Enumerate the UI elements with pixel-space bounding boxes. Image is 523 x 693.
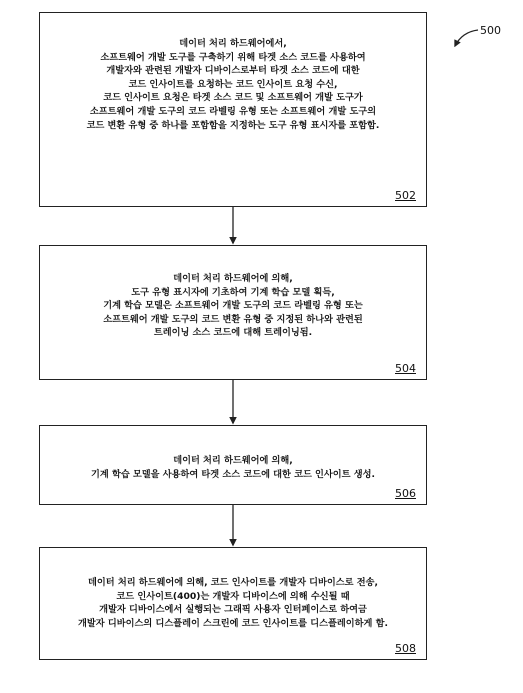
step-text-line: 데이터 처리 하드웨어에 의해, 코드 인사이트를 개발자 디바이스로 전송, bbox=[88, 577, 378, 588]
flow-step-box bbox=[39, 245, 427, 380]
step-text-line: 소프트웨어 개발 도구를 구축하기 위해 타겟 소스 코드를 사용하여 bbox=[100, 51, 366, 63]
step-text bbox=[46, 576, 420, 630]
step-text-line: 도구 유형 표시자에 기초하여 기계 학습 모델 획득, bbox=[131, 286, 335, 298]
step-text-line: 코드 인사이트(400)는 개발자 디바이스에 의해 수신될 때 bbox=[116, 590, 350, 602]
step-text-line: 코드 변환 유형 중 하나를 포함함을 지정하는 도구 유형 표시자를 포함함. bbox=[86, 119, 380, 131]
step-text bbox=[46, 37, 420, 132]
step-text-line: 개발자와 관련된 개발자 디바이스로부터 타겟 소스 코드에 대한 bbox=[106, 65, 360, 77]
flow-step-box bbox=[39, 547, 427, 660]
step-text bbox=[46, 272, 420, 340]
step-text-line: 소프트웨어 개발 도구의 코드 변환 유형 중 지정된 하나와 관련된 bbox=[103, 313, 363, 325]
figure-label: 500 bbox=[480, 24, 501, 37]
step-text-line: 소프트웨어 개발 도구의 코드 라벨링 유형 또는 소프트웨어 개발 도구의 bbox=[89, 105, 377, 117]
step-text-line: 데이터 처리 하드웨어에서, bbox=[179, 38, 287, 49]
step-text-line: 개발자 디바이스에서 실행되는 그래픽 사용자 인터페이스로 하여금 bbox=[99, 604, 367, 616]
step-text-line: 데이터 처리 하드웨어에 의해, bbox=[173, 273, 293, 284]
step-text-line: 개발자 디바이스의 디스플레이 스크린에 코드 인사이트를 디스플레이하게 함. bbox=[78, 617, 388, 629]
flow-step-box bbox=[39, 425, 427, 505]
step-text-line: 코드 인사이트 요청은 타겟 소스 코드 및 소프트웨어 개발 도구가 bbox=[103, 92, 363, 104]
step-text-line: 기계 학습 모델을 사용하여 타겟 소스 코드에 대한 코드 인사이트 생성. bbox=[91, 468, 375, 480]
step-text-line: 트레이닝 소스 코드에 대해 트레이닝됨. bbox=[153, 327, 313, 339]
step-number: 502 bbox=[395, 189, 416, 202]
flow-step-box bbox=[39, 12, 427, 207]
step-number: 504 bbox=[395, 362, 416, 375]
step-text bbox=[46, 454, 420, 481]
step-text-line: 데이터 처리 하드웨어에 의해, bbox=[173, 455, 293, 466]
step-number: 506 bbox=[395, 487, 416, 500]
step-text-line: 기계 학습 모델은 소프트웨어 개발 도구의 코드 라벨링 유형 또는 bbox=[103, 300, 363, 312]
step-text-line: 코드 인사이트를 요청하는 코드 인사이트 요청 수신, bbox=[128, 78, 338, 90]
step-number: 508 bbox=[395, 642, 416, 655]
